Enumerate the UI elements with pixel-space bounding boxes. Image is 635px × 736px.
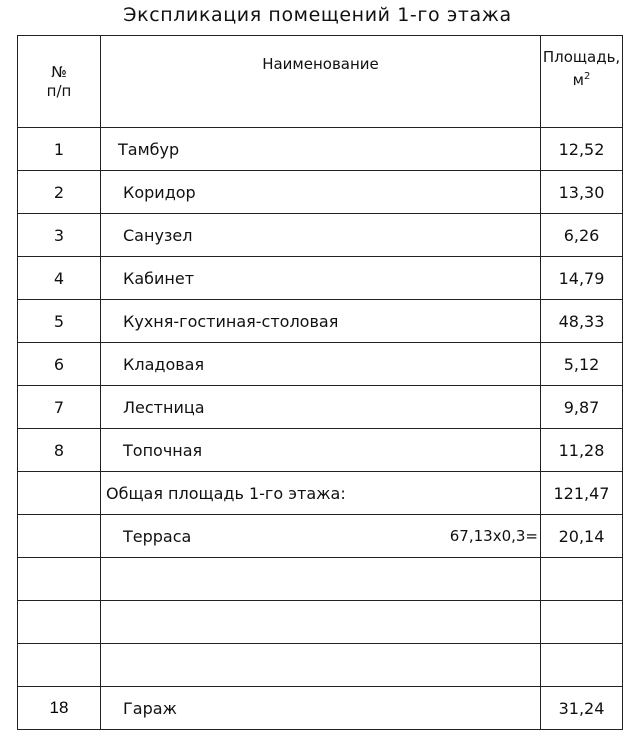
room-area: 48,33 (541, 300, 623, 343)
room-area: 11,28 (541, 429, 623, 472)
room-name: Тамбур (101, 128, 541, 171)
garage-row (18, 687, 623, 730)
room-name: Топочная (101, 429, 541, 472)
blank-cell (18, 601, 101, 644)
total-num (18, 472, 101, 515)
garage-name: Гараж (101, 687, 541, 730)
blank-cell (18, 644, 101, 687)
blank-row (18, 558, 623, 601)
garage-num-text: 18 (49, 698, 69, 717)
room-num: 2 (18, 171, 101, 214)
area-unit-sup: 2 (583, 71, 591, 82)
header-num-pp: п/п (46, 81, 72, 100)
room-name: Санузел (101, 214, 541, 257)
table-row (18, 257, 623, 300)
blank-cell (101, 644, 541, 687)
room-area: 13,30 (541, 171, 623, 214)
room-num: 7 (18, 386, 101, 429)
room-num: 6 (18, 343, 101, 386)
header-area-label: Площадь, (542, 48, 621, 66)
blank-cell (101, 601, 541, 644)
table-row (18, 300, 623, 343)
garage-area: 31,24 (541, 687, 623, 730)
blank-row (18, 644, 623, 687)
room-num: 4 (18, 257, 101, 300)
blank-cell (541, 644, 623, 687)
room-name: Кухня-гостиная-столовая (101, 300, 541, 343)
total-area: 121,47 (541, 472, 623, 515)
room-area: 6,26 (541, 214, 623, 257)
room-area: 9,87 (541, 386, 623, 429)
table-row (18, 128, 623, 171)
terrace-calc: 67,13x0,3= (449, 526, 538, 545)
table-row (18, 386, 623, 429)
room-area: 5,12 (541, 343, 623, 386)
room-name: Коридор (101, 171, 541, 214)
total-row (18, 472, 623, 515)
room-num: 5 (18, 300, 101, 343)
blank-cell (101, 558, 541, 601)
terrace-row (18, 515, 623, 558)
table-row (18, 214, 623, 257)
area-unit-m: м (572, 71, 584, 89)
table-row (18, 429, 623, 472)
room-name: Кабинет (101, 257, 541, 300)
room-name: Кладовая (101, 343, 541, 386)
header-row (18, 36, 623, 128)
header-num-symbol: № (51, 62, 67, 81)
total-label: Общая площадь 1-го этажа: (101, 472, 541, 515)
explication-table (17, 35, 623, 730)
table-row (18, 171, 623, 214)
page-title: Экспликация помещений 1-го этажа (123, 4, 512, 26)
room-num: 1 (18, 128, 101, 171)
table-row (18, 343, 623, 386)
blank-cell (541, 558, 623, 601)
terrace-area: 20,14 (541, 515, 623, 558)
terrace-name: Терраса (123, 526, 192, 546)
header-name: Наименование (101, 36, 541, 128)
room-name: Лестница (101, 386, 541, 429)
room-area: 12,52 (541, 128, 623, 171)
header-area (541, 36, 623, 128)
blank-cell (18, 558, 101, 601)
room-num: 3 (18, 214, 101, 257)
room-area: 14,79 (541, 257, 623, 300)
terrace-cell (101, 515, 541, 558)
garage-num (18, 687, 101, 730)
header-num (18, 36, 101, 128)
blank-cell (541, 601, 623, 644)
blank-row (18, 601, 623, 644)
terrace-num (18, 515, 101, 558)
header-area-unit (541, 67, 622, 90)
room-num: 8 (18, 429, 101, 472)
